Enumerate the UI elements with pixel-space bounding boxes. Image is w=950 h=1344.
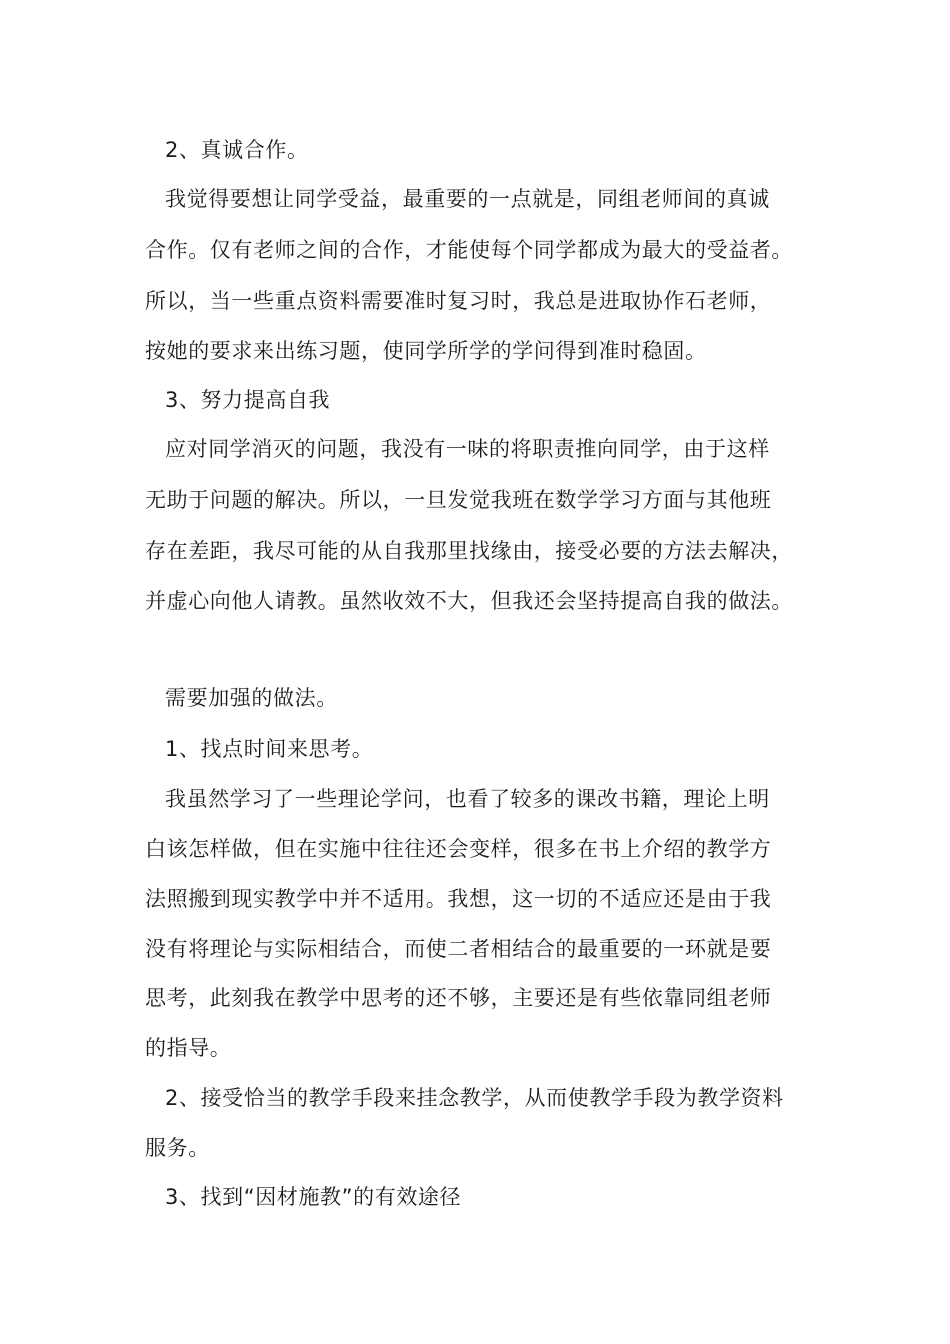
paragraph-line: 所以，当一些重点资料需要准时复习时，我总是进取协作石老师， — [145, 289, 772, 313]
paragraph-line: 无助于问题的解决。所以，一旦发觉我班在数学学习方面与其他班 — [145, 488, 772, 512]
heading-find-time-to-think: 1、找点时间来思考。 — [165, 737, 374, 761]
heading-teaching-methods: 2、接受恰当的教学手段来挂念教学，从而使教学手段为教学资料 — [165, 1086, 784, 1110]
paragraph-line: 法照搬到现实教学中并不适用。我想，这一切的不适应还是由于我 — [145, 887, 772, 911]
section-heading-improvements: 需要加强的做法。 — [165, 686, 338, 710]
paragraph-line: 按她的要求来出练习题，使同学所学的学问得到准时稳固。 — [145, 339, 707, 363]
heading-individualized-teaching: 3、找到“因材施教”的有效途径 — [165, 1185, 462, 1209]
heading-self-improvement: 3、努力提高自我 — [165, 388, 331, 412]
paragraph-line: 的指导。 — [145, 1036, 232, 1060]
paragraph-line: 我觉得要想让同学受益，最重要的一点就是，同组老师间的真诚 — [165, 187, 770, 211]
paragraph-line: 存在差距，我尽可能的从自我那里找缘由，接受必要的方法去解决， — [145, 539, 793, 563]
paragraph-line: 白该怎样做，但在实施中往往还会变样，很多在书上介绍的教学方 — [145, 837, 772, 861]
paragraph-line: 合作。仅有老师之间的合作，才能使每个同学都成为最大的受益者。 — [145, 238, 793, 262]
paragraph-line: 没有将理论与实际相结合，而使二者相结合的最重要的一环就是要 — [145, 937, 772, 961]
paragraph-line: 我虽然学习了一些理论学问，也看了较多的课改书籍，理论上明 — [165, 787, 770, 811]
paragraph-line: 服务。 — [145, 1136, 210, 1160]
heading-sincere-cooperation: 2、真诚合作。 — [165, 138, 309, 162]
paragraph-line: 思考，此刻我在教学中思考的还不够，主要还是有些依靠同组老师 — [145, 986, 772, 1010]
paragraph-line: 并虚心向他人请教。虽然收效不大，但我还会坚持提高自我的做法。 — [145, 589, 793, 613]
paragraph-line: 应对同学消灭的问题，我没有一味的将职责推向同学，由于这样 — [165, 437, 770, 461]
